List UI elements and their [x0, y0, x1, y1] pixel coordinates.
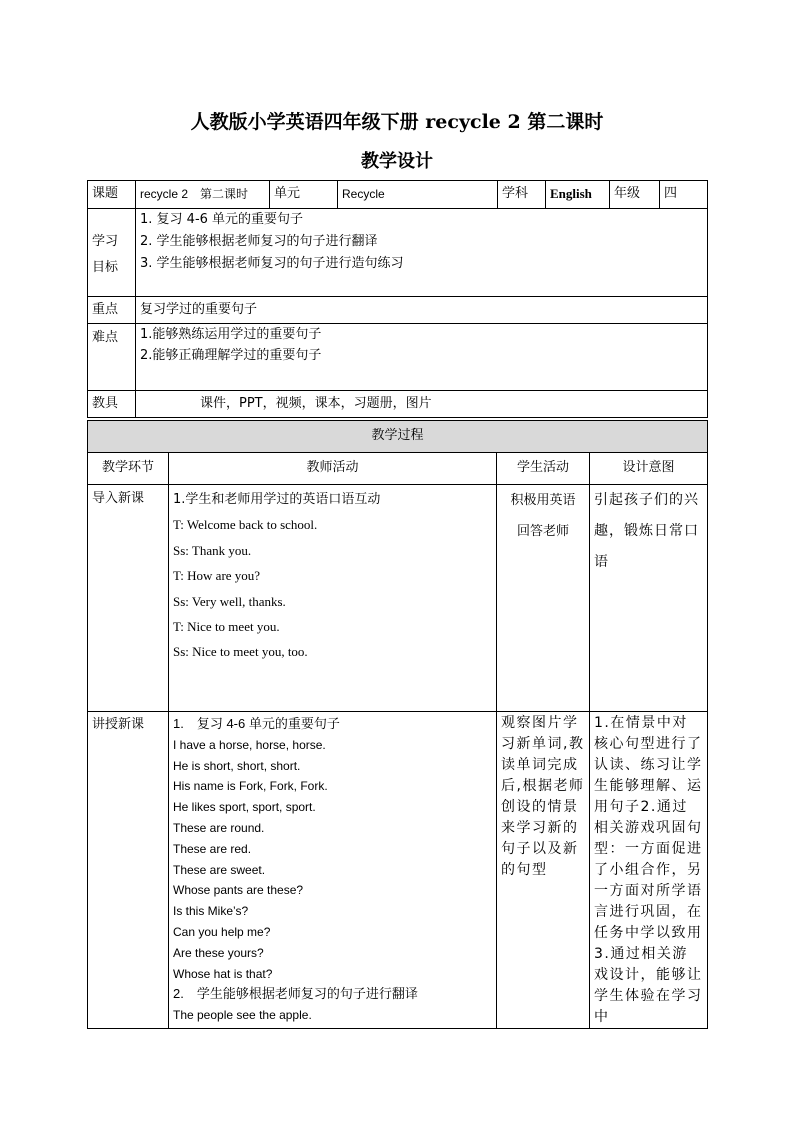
- sentence-line: I have a horse, horse, horse.: [173, 737, 326, 752]
- header-student: 学生活动: [497, 453, 590, 485]
- unit-label: 单元: [270, 181, 338, 209]
- intent-line: 引起孩子们的兴: [594, 492, 699, 508]
- sentence-line: Are these yours?: [173, 945, 264, 960]
- dialogue-line: Ss: Very well, thanks.: [173, 593, 286, 609]
- materials-value: 课件，PPT，视频，课本，习题册，图片: [136, 391, 708, 418]
- intent-line: 语: [594, 554, 609, 570]
- subject-label: 学科: [498, 181, 546, 209]
- dialogue-line: T: Nice to meet you.: [173, 618, 280, 634]
- lesson-value: recycle 2 第二课时: [136, 181, 270, 209]
- sentence-line: He is short, short, short.: [173, 758, 301, 773]
- sentence-line: His name is Fork, Fork, Fork.: [173, 779, 328, 794]
- dialogue-line: Ss: Nice to meet you, too.: [173, 644, 308, 660]
- objective-item: 3. 学生能够根据老师复习的句子进行造句练习: [140, 256, 404, 271]
- difficulties-label: 难点: [88, 324, 136, 391]
- sentence-line: Whose hat is that?: [173, 966, 273, 981]
- key-points-value: 复习学过的重要句子: [136, 297, 708, 324]
- student-activity-line: 积极用英语: [510, 493, 576, 508]
- subject-value: English: [546, 181, 610, 209]
- dialogue-line: T: Welcome back to school.: [173, 517, 318, 533]
- sentence-line: He likes sport, sport, sport.: [173, 800, 316, 815]
- materials-label: 教具: [88, 391, 136, 418]
- grade-value: 四: [660, 181, 708, 209]
- intent-cell: [590, 485, 708, 712]
- teacher-heading: 1. 复习 4-6 单元的重要句子: [173, 716, 340, 731]
- stage-cell: 导入新课: [88, 485, 169, 712]
- sentence-line: Whose pants are these?: [173, 883, 304, 898]
- key-points-label: 重点: [88, 297, 136, 324]
- teacher-heading: 2. 学生能够根据老师复习的句子进行翻译: [173, 986, 418, 1002]
- objectives-label: [88, 209, 136, 297]
- stage-cell: 讲授新课: [88, 712, 169, 1029]
- intent-cell: 1.在情景中对核心句型进行了认读、练习让学生能够理解、运用句子2.通过相关游戏巩固句型：一方面促进了小组合作，另一方面对所学语言进行巩固，在任务中学以致用3.通过相关游戏设计，能够让学生体验在学习中: [590, 712, 708, 1029]
- lesson-info-table: [87, 180, 708, 418]
- teacher-heading: 1.学生和老师用学过的英语口语互动: [173, 492, 381, 507]
- student-activity-cell: [497, 485, 590, 712]
- process-title: 教学过程: [88, 421, 708, 453]
- sentence-line: These are red.: [173, 841, 252, 856]
- sentence-line: The people see the apple.: [173, 1008, 312, 1023]
- sentence-line: Can you help me?: [173, 924, 271, 939]
- difficulty-item: 1.能够熟练运用学过的重要句子: [140, 327, 322, 342]
- document-title: 人教版小学英语四年级下册 recycle 2 第二课时: [190, 111, 604, 133]
- header-stage: 教学环节: [88, 453, 169, 485]
- objective-item: 2. 学生能够根据老师复习的句子进行翻译: [140, 234, 378, 249]
- header-intent: 设计意图: [590, 453, 708, 485]
- difficulty-item: 2.能够正确理解学过的重要句子: [140, 348, 322, 363]
- document-subtitle: 教学设计: [361, 151, 433, 172]
- sentence-line: These are sweet.: [173, 862, 266, 877]
- grade-label: 年级: [610, 181, 660, 209]
- teaching-process-table: [87, 420, 708, 1029]
- objective-item: 1. 复习 4-6 单元的重要句子: [140, 212, 304, 227]
- lesson-label: 课题: [88, 181, 136, 209]
- objectives-label-line: 学习: [92, 234, 119, 249]
- dialogue-line: T: How are you?: [173, 568, 261, 584]
- sentence-line: These are round.: [173, 820, 265, 835]
- difficulties-list: [136, 324, 708, 391]
- teacher-activity-cell: [169, 485, 497, 712]
- unit-value: Recycle: [338, 181, 498, 209]
- sentence-line: Is this Mike’s?: [173, 904, 249, 919]
- dialogue-line: Ss: Thank you.: [173, 542, 252, 558]
- objectives-list: [136, 209, 708, 297]
- student-activity-line: 回答老师: [516, 524, 569, 539]
- student-activity-cell: 观察图片学习新单词,教读单词完成后,根据老师创设的情景来学习新的句子以及新的句型: [497, 712, 590, 1029]
- header-teacher: 教师活动: [169, 453, 497, 485]
- intent-line: 趣，锻炼日常口: [594, 523, 699, 539]
- objectives-label-line: 目标: [92, 260, 119, 275]
- teacher-activity-cell: [169, 712, 497, 1029]
